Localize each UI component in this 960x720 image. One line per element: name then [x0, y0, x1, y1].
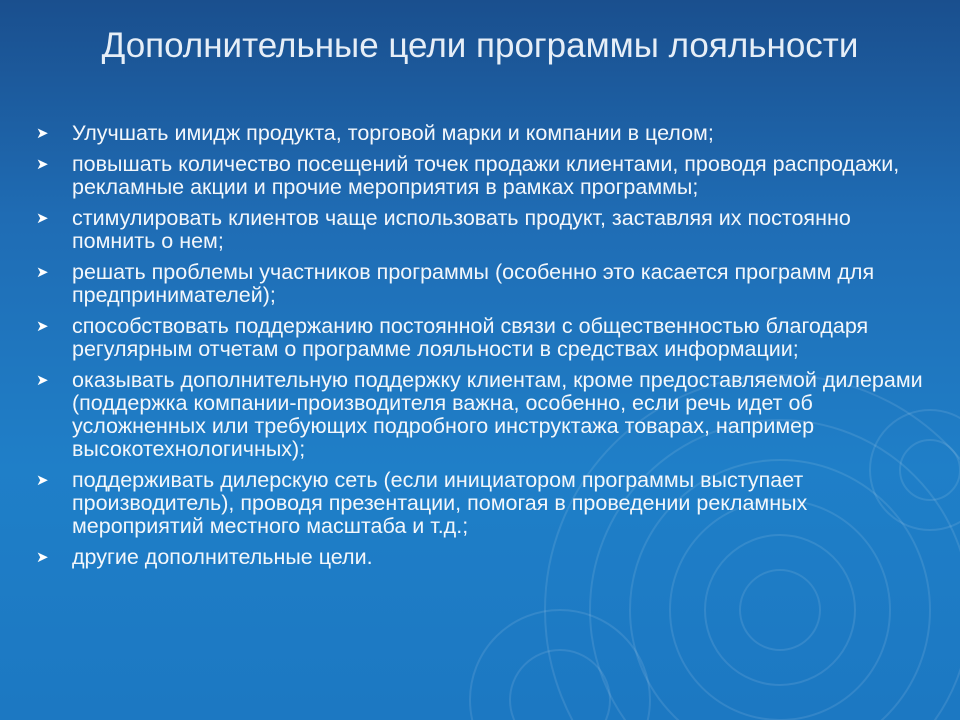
- list-item: [32, 207, 937, 253]
- arrowhead-bullet-icon: ➤: [36, 372, 49, 389]
- list-item: [32, 469, 937, 538]
- arrowhead-bullet-icon: ➤: [36, 125, 49, 142]
- arrowhead-bullet-icon: ➤: [36, 156, 49, 173]
- bullet-list: [32, 122, 937, 577]
- list-item-text: повышать количество посещений точек продажи клиентами, проводя распродажи, рекламные акции и прочие мероприятия в рамках программы;: [72, 152, 900, 199]
- list-item: [32, 122, 937, 145]
- arrowhead-bullet-icon: ➤: [36, 549, 49, 566]
- list-item-text: поддерживать дилерскую сеть (если инициатором программы выступает производитель), проводя презентации, помогая в проведении рекламных мероприятий местного масштаба и т.д.;: [72, 468, 808, 538]
- list-item-text: оказывать дополнительную поддержку клиентам, кроме предоставляемой дилерами (поддержка компании-производителя важна, особенно, если речь идет об усложненных или требующих подробного инструктажа товарах, например высокотехнологичных);: [72, 368, 923, 461]
- list-item-text: другие дополнительные цели.: [72, 545, 373, 569]
- arrowhead-bullet-icon: ➤: [36, 210, 49, 227]
- list-item-text: способствовать поддержанию постоянной связи с общественностью благодаря регулярным отчетам о программе лояльности в средствах информации;: [72, 314, 869, 361]
- list-item: [32, 546, 937, 569]
- arrowhead-bullet-icon: ➤: [36, 472, 49, 489]
- list-item-text: Улучшать имидж продукта, торговой марки и компании в целом;: [72, 121, 714, 145]
- list-item: [32, 261, 937, 307]
- arrowhead-bullet-icon: ➤: [36, 264, 49, 281]
- arrowhead-bullet-icon: ➤: [36, 318, 49, 335]
- list-item-text: стимулировать клиентов чаще использовать продукт, заставляя их постоянно помнить о нем;: [72, 206, 851, 253]
- list-item: [32, 153, 937, 199]
- list-item: [32, 369, 937, 461]
- list-item-text: решать проблемы участников программы (особенно это касается программ для предпринимателей);: [72, 260, 875, 307]
- slide-title: Дополнительные цели программы лояльности: [101, 26, 859, 65]
- list-item: [32, 315, 937, 361]
